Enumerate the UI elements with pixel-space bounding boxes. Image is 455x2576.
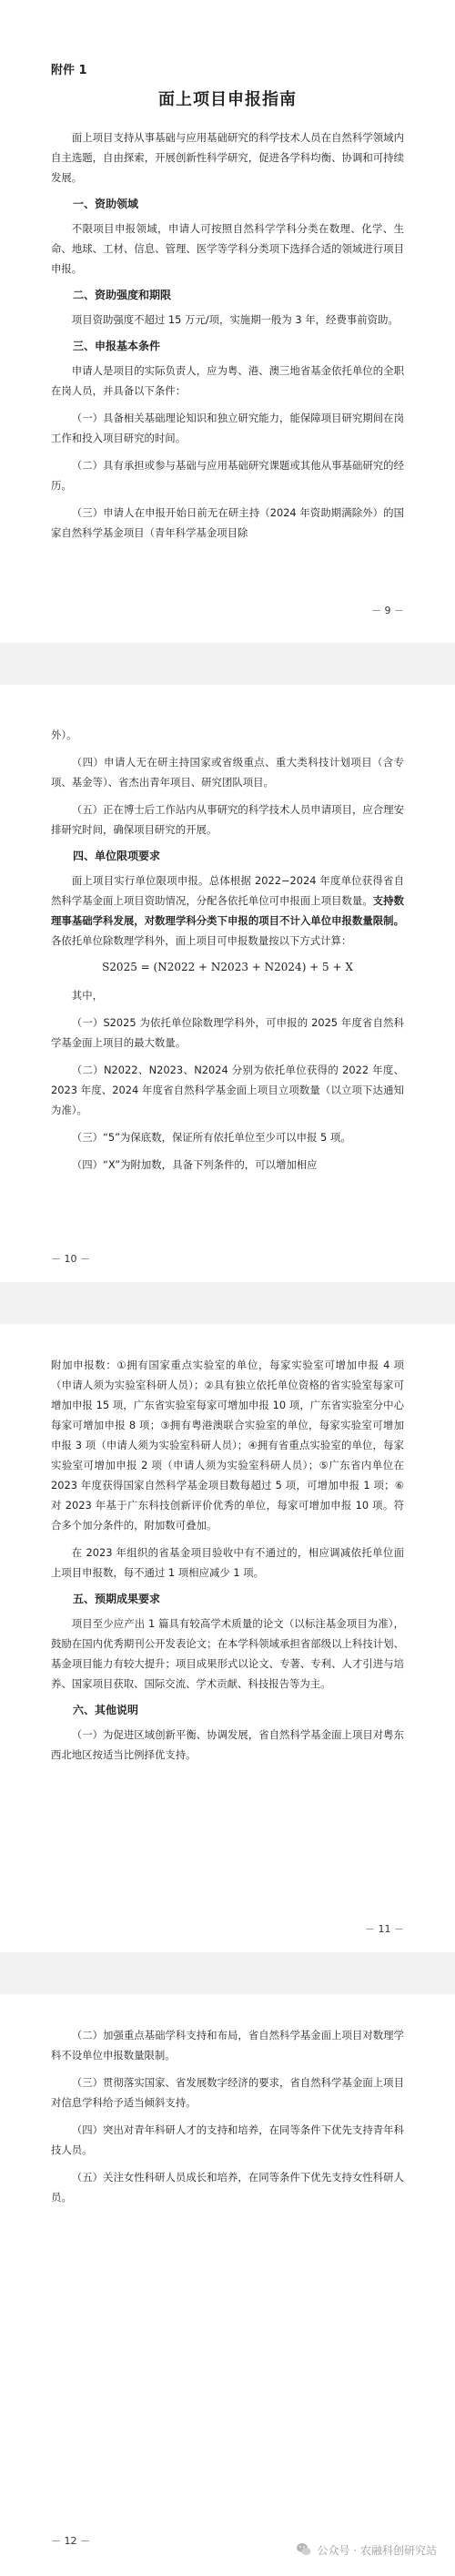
formula-item-3: （三）“5”为保底数，保证所有依托单位至少可以申报 5 项。 xyxy=(71,1131,351,1144)
section-heading-basic-conditions: 三、申报基本条件 xyxy=(73,340,161,352)
page-number-12: － 12 － xyxy=(51,2535,90,2547)
wechat-icon xyxy=(296,2541,312,2558)
unit-quota-paragraph xyxy=(51,871,404,951)
page-number-10: － 10 － xyxy=(51,1253,90,1265)
wechat-watermark xyxy=(296,2541,437,2558)
condition-item-4: （四）申请人无在研主持国家或省级重点、重大类科技计划项目（含专项、基金等）、省杰出青年项目、研究团队项目。 xyxy=(51,756,404,789)
page-separator xyxy=(0,1952,455,1994)
unit-quota-text-c: 各依托单位除数理学科外，面上项目可申报数量按以下方式计算： xyxy=(51,934,352,947)
formula-item-4: （四）“X”为附加数，具备下列条件的，可以增加相应 xyxy=(71,1158,318,1171)
condition-item-1: （一）具备相关基础理论知识和独立研究能力，能保障项目研究期间在岗工作和投入项目研究的时间。 xyxy=(51,412,404,444)
section-heading-other-notes: 六、其他说明 xyxy=(73,1704,139,1716)
document-page-3 xyxy=(0,1324,455,1952)
attachment-label: 附件 1 xyxy=(51,64,87,77)
unit-quota-text-emphasis: 支持数理事基础学科发展，对数理学科分类下申报的项目不计入单位申报数量限制。 xyxy=(51,894,404,927)
basic-conditions-paragraph: 申请人是项目的实际负责人，应为粤、港、澳三地省基金依托单位的全职在岗人员，并具备以下条件： xyxy=(51,364,404,397)
page2-body xyxy=(51,725,404,1182)
funding-fields-paragraph: 不限项目申报领域，申请人可按照自然科学学科分类在数理、化学、生命、地球、工材、信息、管理、医学等学科分类项下选择合适的领域进行项目申报。 xyxy=(51,222,404,275)
formula-item-1: （一）S2025 为依托单位除数理学科外，可申报的 2025 年度省自然科学基金面上项目的最大数量。 xyxy=(51,1016,404,1049)
other-notes-item-2: （二）加强重点基础学科支持和布局，省自然科学基金面上项目对数理学科不设单位申报数量限制。 xyxy=(51,2029,404,2062)
section-heading-funding-fields: 一、资助领域 xyxy=(73,198,139,210)
page-separator xyxy=(0,643,455,685)
condition-item-5: （五）正在博士后工作站内从事研究的科学技术人员申请项目，应合理安排研究时间，确保项目研究的开展。 xyxy=(51,803,404,836)
section-heading-expected-results: 五、预期成果要求 xyxy=(73,1593,161,1605)
other-notes-item-5: （五）关注女性科研人员成长和培养，在同等条件下优先支持女性科研人员。 xyxy=(51,2171,404,2204)
page-number-11: － 11 － xyxy=(365,1923,404,1935)
page-number-9: － 9 － xyxy=(371,605,404,616)
quota-reduction-paragraph: 在 2023 年组织的省基金项目验收中有不通过的，相应调减依托单位面上项目申报数，每不通过 1 项相应减少 1 项。 xyxy=(51,1546,404,1579)
continued-text: 外）。 xyxy=(51,728,77,741)
additional-quota-paragraph: 附加申报数：①拥有国家重点实验室的单位，每家实验室可增加申报 4 项（申请人须为实验室科研人员）；②具有独立依托单位资格的省实验室每家可增加申报 15 项，广东省实验室每家可增加申报 10 项，广东省实验室分中心每家可增加申报 8 项；③拥有粤港澳联合实验室的单位，每家实验室可增加申报 3 项（申请人须为实验室科研人员）；④拥有省重点实验室的单位，每家实验室可增加申报 2 项（申请人须为实验室科研人员）；⑤广东省内单位在 2023 年度获得国家自然科学基金项目数每超过 5 项，可增加申报 1 项；⑥对 2023 年基于广东科技创新评价优秀的单位，每家可增加申报 10 项。符合多个加分条件的，附加数可叠加。 xyxy=(51,1359,404,1532)
page-title: 面上项目申报指南 xyxy=(158,90,297,109)
section-heading-unit-quota: 四、单位限项要求 xyxy=(73,850,161,862)
watermark-text: 公众号 · 农融科创研究站 xyxy=(317,2543,437,2557)
other-notes-item-3: （三）贯彻落实国家、省发展数字经济的要求，省自然科学基金面上项目对信息学科给予适当倾斜支持。 xyxy=(51,2076,404,2109)
condition-item-3: （三）申请人在申报开始日前无在研主持（2024 年资助期满除外）的国家自然科学基金项目（青年科学基金项目除 xyxy=(51,506,404,539)
funding-amount-paragraph: 项目资助强度不超过 15 万元/项，实施期一般为 3 年，经费事前资助。 xyxy=(71,313,399,326)
section-heading-funding-amount: 二、资助强度和期限 xyxy=(73,289,172,301)
other-notes-item-1: （一）为促进区域创新平衡、协调发展，省自然科学基金面上项目对粤东西北地区按适当比例择优支持。 xyxy=(51,1728,404,1761)
formula-among: 其中， xyxy=(71,989,103,1002)
page4-body xyxy=(51,2025,404,2215)
intro-paragraph: 面上项目支持从事基础与应用基础研究的科学技术人员在自然科学领域内自主选题，自由探索，开展创新性科学研究，促进各学科均衡、协调和可持续发展。 xyxy=(51,131,404,184)
page-separator xyxy=(0,1282,455,1324)
unit-quota-text-a: 面上项目实行单位限项申报。总体根据 2022−2024 年度单位获得省自然科学基金面上项目资助情况，分配各依托单位可申报面上项目数量。 xyxy=(51,874,404,907)
quota-formula: S2025 = (N2022 + N2023 + N2024) + 5 + X xyxy=(102,961,353,973)
formula-item-2: （二）N2022、N2023、N2024 分别为依托单位获得的 2022 年度、2023 年度、2024 年度省自然科学基金面上项目立项数量（以立项下达通知为准）。 xyxy=(51,1064,404,1116)
page1-body xyxy=(51,127,404,550)
document-page-4 xyxy=(0,1994,455,2576)
document-page-1 xyxy=(0,0,455,643)
document-page-2 xyxy=(0,685,455,1282)
expected-results-paragraph: 项目至少应产出 1 篇具有较高学术质量的论文（以标注基金项目为准），鼓励在国内优秀期刊公开发表论文；在本学科领域承担省部级以上科技计划、基金项目能力有较大提升；项目成果形式以论文、专著、专利、人才引进与培养、国家项目获取、国际交流、学术贡献、科技报告等为主。 xyxy=(51,1617,404,1690)
other-notes-item-4: （四）突出对青年科研人才的支持和培养，在同等条件下优先支持青年科技人员。 xyxy=(51,2123,404,2156)
condition-item-2: （二）具有承担或参与基础与应用基础研究课题或其他从事基础研究的经历。 xyxy=(51,459,404,492)
page3-body xyxy=(51,1355,404,1772)
